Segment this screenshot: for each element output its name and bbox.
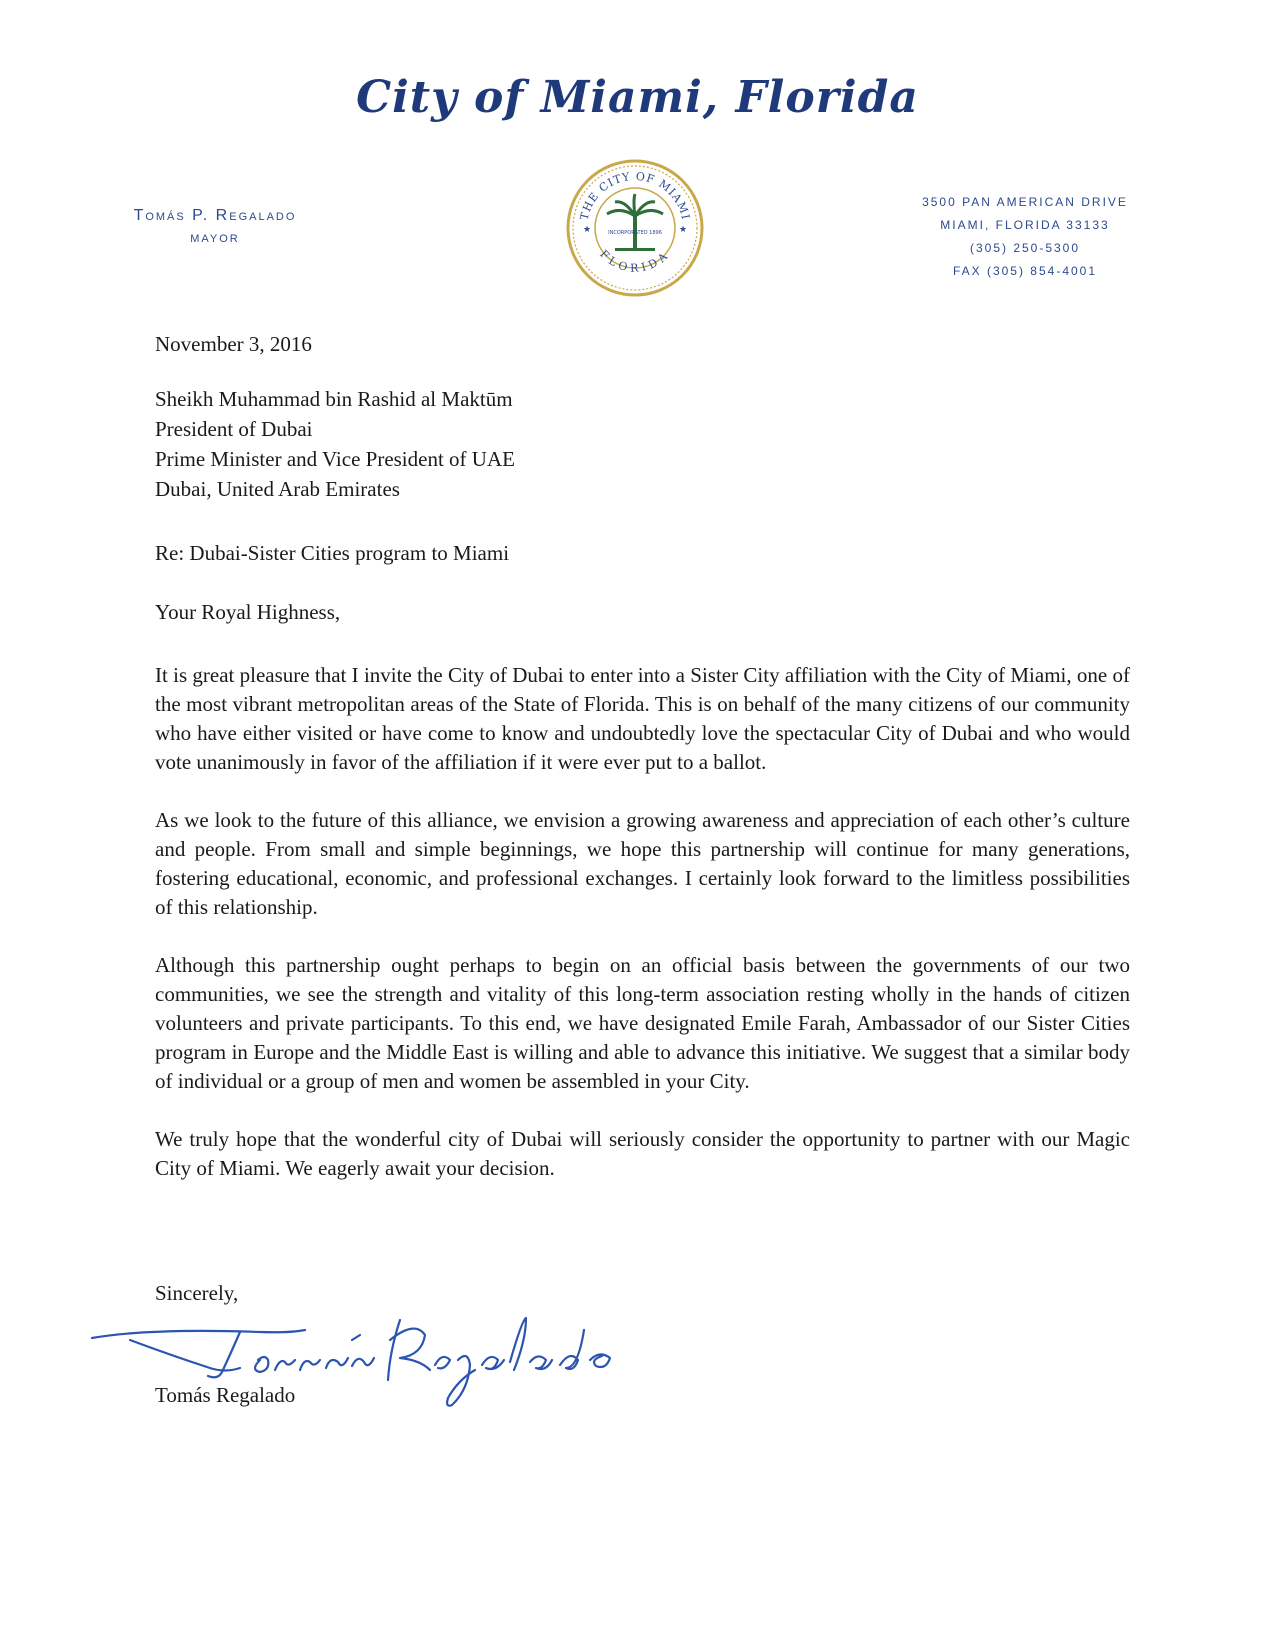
mayor-title: MAYOR <box>190 233 240 245</box>
closing: Sincerely, <box>155 1281 239 1305</box>
svg-text:★: ★ <box>678 224 688 234</box>
recipient-block <box>155 384 1130 504</box>
mayor-name: Tomás P. Regalado <box>133 207 297 224</box>
body-paragraph: As we look to the future of this alliance, we envision a growing awareness and appreciation of each other’s culture and people. From small and simple beginnings, we hope this partnership will continue for many generations, fostering educational, economic, and professional exchanges. I certainly look forward to the limitless possibilities of this relationship. <box>155 808 1130 919</box>
recipient-line: Sheikh Muhammad bin Rashid al Maktūm <box>155 387 513 411</box>
address-line: FAX (305) 854-4001 <box>952 264 1098 278</box>
seal-text-top: THE CITY OF MIAMI <box>577 169 693 222</box>
seal-text-center: INCORPORATED 1896 <box>608 230 662 236</box>
svg-text:FLORIDA <box>597 247 673 274</box>
address-line: 3500 PAN AMERICAN DRIVE <box>922 195 1128 209</box>
address-line: (305) 250-5300 <box>969 241 1081 255</box>
subject-line: Re: Dubai-Sister Cities program to Miami <box>155 541 510 565</box>
letterhead-title: City of Miami, Florida <box>356 72 919 123</box>
svg-text:★: ★ <box>582 224 592 234</box>
body-paragraph: It is great pleasure that I invite the City of Dubai to enter into a Sister City affiliation with the City of Miami, one of the most vibrant metropolitan areas of the State of Florida. This is on behalf of the many citizens of our community who have either visited or have come to know and undoubtedly love the spectacular City of Dubai and who would vote unanimously in favor of the affiliation if it were ever put to a ballot. <box>155 663 1130 774</box>
recipient-line: Prime Minister and Vice President of UAE <box>155 447 515 471</box>
signer-name: Tomás Regalado <box>155 1383 296 1407</box>
seal-text-bottom: FLORIDA <box>597 247 673 275</box>
address-line: MIAMI, FLORIDA 33133 <box>940 218 1110 232</box>
recipient-line: Dubai, United Arab Emirates <box>155 477 400 501</box>
palm-tree-icon <box>607 194 663 251</box>
letter-body <box>155 661 1130 1183</box>
letter-date: November 3, 2016 <box>155 332 312 356</box>
address-block <box>895 191 1155 283</box>
mayor-block <box>100 207 330 245</box>
city-seal-icon <box>565 158 705 298</box>
body-paragraph: Although this partnership ought perhaps to begin on an official basis between the governments of our two communities, we see the strength and vitality of this long-term association resting wholly in the hands of citizen volunteers and private participants. To this end, we have designated Emile Farah, Ambassador of our Sister Cities program in Europe and the Middle East is willing and able to advance this initiative. We suggest that a similar body of individual or a group of men and women be assembled in your City. <box>155 953 1130 1093</box>
body-paragraph: We truly hope that the wonderful city of Dubai will seriously consider the opportunity to partner with our Magic City of Miami. We eagerly await your decision. <box>155 1127 1130 1180</box>
salutation: Your Royal Highness, <box>155 600 341 624</box>
recipient-line: President of Dubai <box>155 417 313 441</box>
